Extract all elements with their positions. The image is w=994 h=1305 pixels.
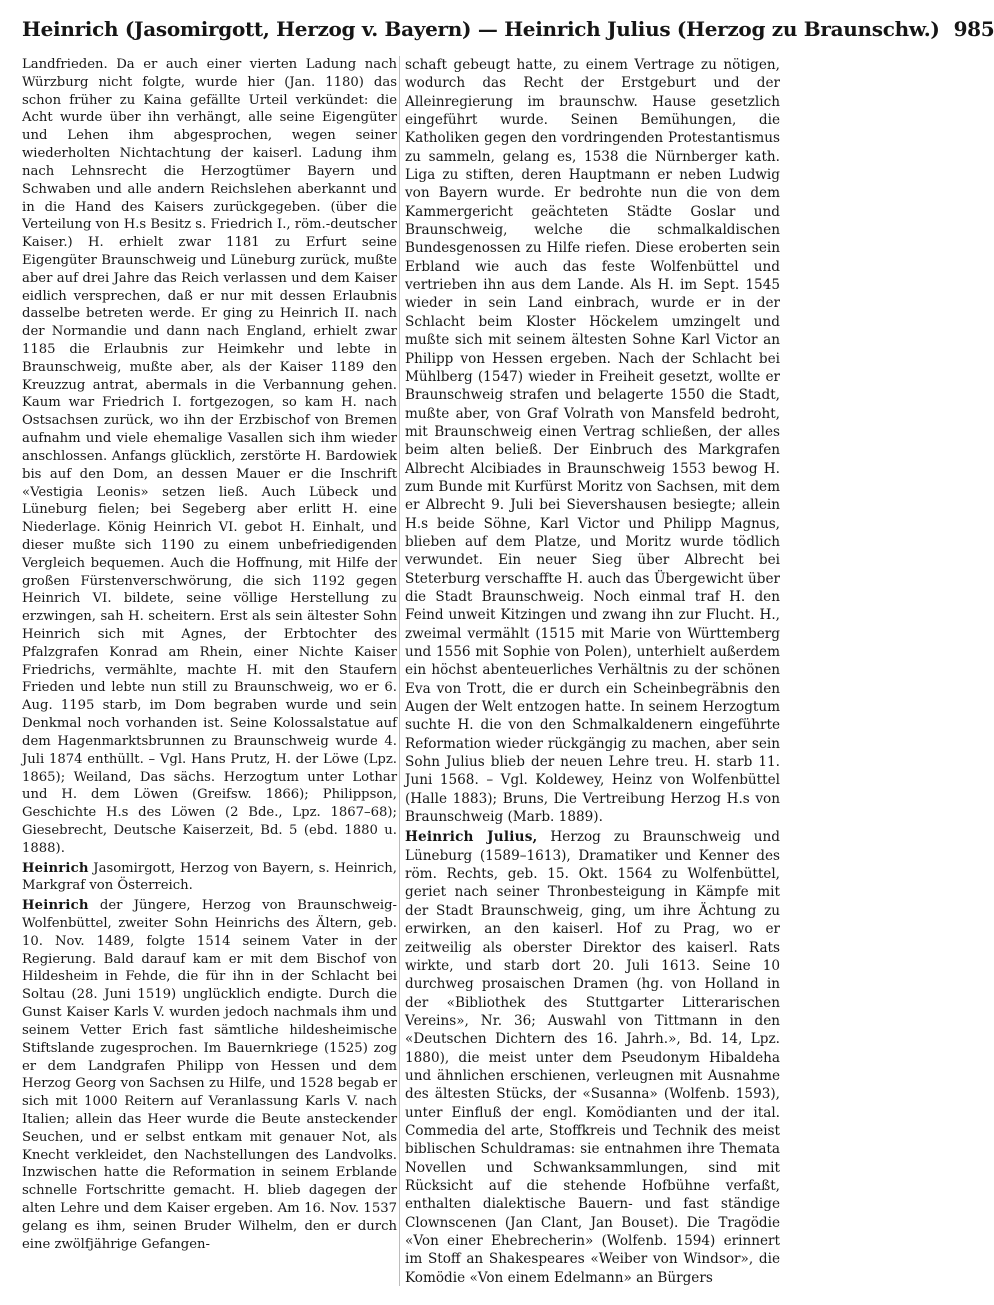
entry-headword: Heinrich Julius,	[405, 829, 538, 846]
entry-headword: Heinrich	[22, 898, 89, 914]
entry-heinrich-jasomirgott	[22, 860, 397, 896]
entry-text: Herzog zu Braunschweig und Lüneburg (1589–1613), Dramatiker und Kenner des röm. Rechts, geb. 15. Okt. 1564 zu Wolfenbüttel, geriet nach seiner Thronbesteigung in Kämpfe mit der Stadt Braunschweig, ging, um ihre Ächtung zu erwirken, an den kaiserl. Hof zu Prag, wo er zeitweilig als oberster Direktor des kaiserl. Rats wirkte, und starb dort 20. Juli 1613. Seine 10 durchweg prosaischen Dramen (hg. von Holland in der «Bibliothek des Stuttgarter Litterarischen Vereins», Nr. 36; Auswahl von Tittmann in den «Deutschen Dichtern des 16. Jahrh.», Bd. 14, Lpz. 1880), die meist unter dem Pseudonym Hibaldeha und ähnlichen erschienen, verleugnen mit Ausnahme des ältesten Stücks, der «Susanna» (Wolfenb. 1593), unter Einfluß der engl. Komödianten und der ital. Commedia del arte, Stoffkreis und Technik des meist biblischen Schuldramas: sie entnahmen ihre Themata Novellen und Schwanksammlungen, sind mit Rücksicht auf die stehende Hofbühne verfaßt, enthalten dialektische Bauern- und fast ständige Clownscenen (Jan Clant, Jan Bouset). Die Tragödie «Von einer Ehebrecherin» (Wolfenb. 1594) erinnert im Stoff an Shakespeares «Weiber von Windsor», die Komödie «Von einem Edelmann» an Bürgers	[405, 829, 780, 1286]
running-title: Heinrich (Jasomirgott, Herzog v. Bayern) — Heinrich Julius (Herzog zu Braunschw.)	[22, 17, 940, 41]
entry-heinrich-der-juengere	[22, 897, 397, 1253]
entry-text: Jasomirgott, Herzog von Bayern, s. Heinrich, Markgraf von Österreich.	[22, 860, 397, 894]
page-number: 985	[953, 17, 994, 41]
column-divider	[399, 56, 400, 1286]
paragraph-continuation: schaft gebeugt hatte, zu einem Vertrage zu nötigen, wodurch das Recht der Erstgeburt und der Alleinregierung im braunschw. Hause gesetzlich eingeführt wurde. Seinen Bemühungen, die Katholiken gegen den vordringenden Protestantismus zu sammeln, gelang es, 1538 die Nürnberger kath. Liga zu stiften, deren Hauptmann er neben Ludwig von Bayern wurde. Er bedrohte nun die von dem Kammergericht geächteten Städte Goslar und Braunschweig, welche die schmalkaldischen Bundesgenossen zu Hilfe riefen. Diese eroberten sein Erbland wie auch das feste Wolfenbüttel und vertrieben ihn aus dem Lande. Als H. im Sept. 1545 wieder in sein Land einbrach, wurde er in der Schlacht beim Kloster Höckelem umzingelt und mußte sich mit seinem ältesten Sohne Karl Victor an Philipp von Hessen ergeben. Nach der Schlacht bei Mühlberg (1547) wieder in Freiheit gesetzt, wollte er Braunschweig strafen und belagerte 1550 die Stadt, mußte aber, von Graf Volrath von Mansfeld bedroht, mit Braunschweig einen Vertrag schließen, der alles beim alten beließ. Der Einbruch des Markgrafen Albrecht Alcibiades in Braunschweig 1553 bewog H. zum Bunde mit Kurfürst Moritz von Sachsen, mit dem er Albrecht 9. Juli bei Sievershausen besiegte; allein H.s beide Söhne, Karl Victor und Philipp Magnus, blieben auf dem Platze, und Moritz wurde tödlich verwundet. Ein neuer Sieg über Albrecht bei Steterburg verschaffte H. auch das Übergewicht über die Stadt Braunschweig. Noch einmal traf H. den Feind unweit Kitzingen und zwang ihn zur Flucht. H., zweimal vermählt (1515 mit Marie von Württemberg und 1556 mit Sophie von Polen), unterhielt außerdem ein höchst abenteuerliches Verhältnis zu der schönen Eva von Trott, die er durch ein Scheinbegräbnis den Augen der Welt entzogen hatte. In seinem Herzogtum suchte H. die von den Schmalkaldenern eingeführte Reformation wieder rückgängig zu machen, aber sein Sohn Julius blieb der neuen Lehre treu. H. starb 11. Juni 1568. – Vgl. Koldewey, Heinz von Wolfenbüttel (Halle 1883); Bruns, Die Vertreibung Herzog H.s von Braunschweig (Marb. 1889).	[405, 57, 780, 826]
paragraph-continuation: Landfrieden. Da er auch einer vierten Ladung nach Würzburg nicht folgte, wurde hier (Jan. 1180) das schon früher zu Kaina gefällte Urteil verkündet: die Acht wurde über ihn verhängt, alle seine Eigengüter und Lehen ihm abgesprochen, wegen seiner wiederholten Nichtachtung der kaiserl. Ladung ihm nach Lehnsrecht die Herzogtümer Bayern und Schwaben und alle andern Reichslehen aberkannt und in die Hand des Kaisers zurückgegeben. (über die Verteilung von H.s Besitz s. Friedrich I., röm.-deutscher Kaiser.) H. erhielt zwar 1181 zu Erfurt seine Eigengüter Braunschweig und Lüneburg zurück, mußte aber auf drei Jahre das Reich verlassen und dem Kaiser eidlich versprechen, daß er nur mit dessen Erlaubnis dasselbe betreten werde. Er ging zu Heinrich II. nach der Normandie und dann nach England, erhielt zwar 1185 die Erlaubnis zur Heimkehr und lebte in Braunschweig, mußte aber, als der Kaiser 1189 den Kreuzzug antrat, abermals in die Verbannung gehen. Kaum war Friedrich I. fortgezogen, so kam H. nach Ostsachsen zurück, wo ihn der Erzbischof von Bremen aufnahm und viele ehemalige Vasallen sich ihm wieder anschlossen. Anfangs glücklich, zerstörte H. Bardowiek bis auf den Dom, an dessen Mauer er die Inschrift «Vestigia Leonis» setzen ließ. Auch Lübeck und Lüneburg fielen; bei Segeberg aber erlitt H. eine Niederlage. König Heinrich VI. gebot H. Einhalt, und dieser mußte sich 1190 zu einem unbefriedigenden Vergleich bequemen. Auch die Hoffnung, mit Hilfe der großen Fürstenverschwörung, die sich 1192 gegen Heinrich VI. bildete, seine völlige Herstellung zu erzwingen, sah H. scheitern. Erst als sein ältester Sohn Heinrich sich mit Agnes, der Erbtochter des Pfalzgrafen Konrad am Rhein, einer Nichte Kaiser Friedrichs, vermählte, machte H. mit den Staufern Frieden und lebte nun still zu Braunschweig, wo er 6. Aug. 1195 starb, im Dom begraben wurde und sein Denkmal noch vorhanden ist. Seine Kolossalstatue auf dem Hagenmarktsbrunnen zu Braunschweig wurde 4. Juli 1874 enthüllt. – Vgl. Hans Prutz, H. der Löwe (Lpz. 1865); Weiland, Das sächs. Herzogtum unter Lothar und H. dem Löwen (Greifsw. 1866); Philippson, Geschichte H.s des Löwen (2 Bde., Lpz. 1867–68); Giesebrecht, Deutsche Kaiserzeit, Bd. 5 (ebd. 1880 u. 1888).	[22, 57, 397, 856]
running-header	[22, 10, 994, 48]
entry-heinrich-julius	[405, 828, 780, 1287]
right-column	[405, 56, 780, 1291]
entry-text: der Jüngere, Herzog von Braunschweig-Wolfenbüttel, zweiter Sohn Heinrichs des Ältern, geb. 10. Nov. 1489, folgte 1514 seinem Vater in der Regierung. Bald darauf kam er mit dem Bischof von Hildesheim in Fehde, die für ihn in der Schlacht bei Soltau (28. Juni 1519) unglücklich endigte. Durch die Gunst Kaiser Karls V. wurden jedoch nachmals ihm und seinem Vetter Erich fast sämtliche hildesheimische Stiftslande zugesprochen. Im Bauernkriege (1525) zog er dem Landgrafen Philipp von Hessen und dem Herzog Georg von Sachsen zu Hilfe, und 1528 begab er sich mit 1000 Reitern auf Veranlassung Karls V. nach Italien; allein das Heer wurde die Beute ansteckender Seuchen, und er selbst entkam mit genauer Not, als Knecht verkleidet, den Nachstellungen des Landvolks. Inzwischen hatte die Reformation in seinem Erblande schnelle Fortschritte gemacht. H. blieb dagegen der alten Lehre und dem Kaiser ergeben. Am 16. Nov. 1537 gelang es ihm, seinen Bruder Wilhelm, den er durch eine zwölfjährige Gefangen-	[22, 898, 397, 1252]
left-column	[22, 56, 397, 1291]
entry-headword: Heinrich	[22, 860, 89, 876]
